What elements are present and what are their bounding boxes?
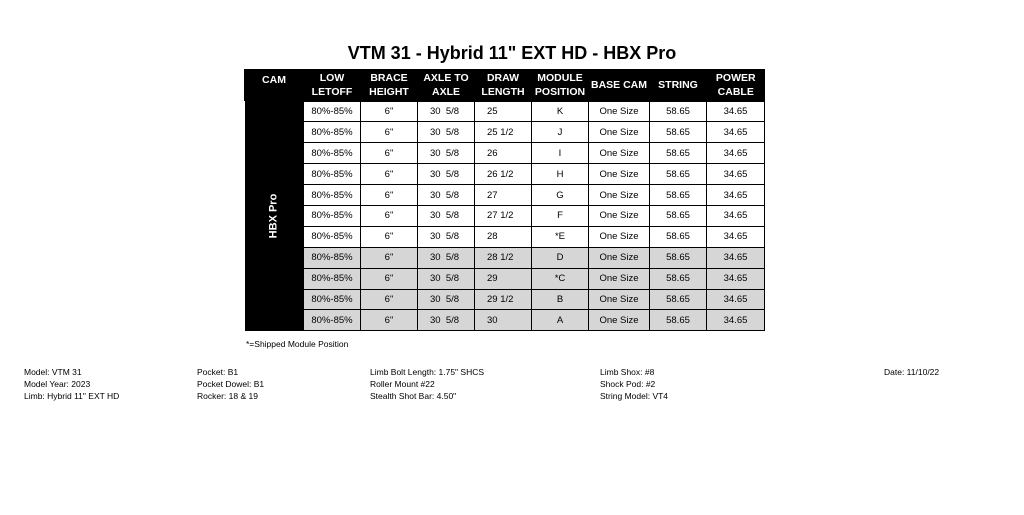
info-column-model — [24, 366, 119, 402]
cell-low-letoff: 80%-85% — [304, 185, 361, 206]
cell-base-cam: One Size — [589, 185, 650, 206]
cell-axle-to-axle: 30 5/8 — [418, 164, 475, 185]
cell-axle-to-axle: 30 5/8 — [418, 122, 475, 143]
cell-low-letoff: 80%-85% — [304, 122, 361, 143]
cell-power-cable: 34.65 — [707, 310, 765, 331]
cell-draw-length: 28 1/2 — [475, 247, 532, 268]
cell-string: 58.65 — [650, 143, 707, 164]
header-module-position: MODULE POSITION — [532, 69, 589, 101]
cell-power-cable: 34.65 — [707, 289, 765, 310]
cell-axle-to-axle: 30 5/8 — [418, 289, 475, 310]
cell-base-cam: One Size — [589, 101, 650, 122]
cell-draw-length: 27 1/2 — [475, 205, 532, 226]
header-low-letoff: LOW LETOFF — [304, 69, 361, 101]
table-row — [245, 289, 765, 310]
cell-low-letoff: 80%-85% — [304, 101, 361, 122]
table-row — [245, 226, 765, 247]
cell-brace-height: 6" — [361, 310, 418, 331]
info-string-model: String Model: VT4 — [600, 391, 669, 401]
cell-module-position: H — [532, 164, 589, 185]
cell-string: 58.65 — [650, 122, 707, 143]
cell-base-cam: One Size — [589, 289, 650, 310]
cell-string: 58.65 — [650, 310, 707, 331]
cell-power-cable: 34.65 — [707, 164, 765, 185]
cell-draw-length: 29 1/2 — [475, 289, 532, 310]
header-draw-length: DRAW LENGTH — [475, 69, 532, 101]
cell-base-cam: One Size — [589, 268, 650, 289]
spec-table — [244, 69, 765, 331]
cell-low-letoff: 80%-85% — [304, 164, 361, 185]
cell-axle-to-axle: 30 5/8 — [418, 101, 475, 122]
info-model-year: Model Year: 2023 — [24, 379, 91, 389]
table-row — [245, 310, 765, 331]
info-stealth-shot-bar: Stealth Shot Bar: 4.50" — [370, 391, 457, 401]
cell-string: 58.65 — [650, 205, 707, 226]
header-string: STRING — [650, 69, 707, 101]
cell-base-cam: One Size — [589, 143, 650, 164]
cell-brace-height: 6" — [361, 185, 418, 206]
cell-axle-to-axle: 30 5/8 — [418, 205, 475, 226]
cell-module-position: G — [532, 185, 589, 206]
cell-module-position: A — [532, 310, 589, 331]
cell-module-position: K — [532, 101, 589, 122]
cell-string: 58.65 — [650, 226, 707, 247]
cell-draw-length: 25 — [475, 101, 532, 122]
header-power-cable: POWER CABLE — [707, 69, 765, 101]
cell-base-cam: One Size — [589, 122, 650, 143]
info-limb-shox: Limb Shox: #8 — [600, 367, 655, 377]
info-pocket-dowel: Pocket Dowel: B1 — [197, 379, 265, 389]
table-row — [245, 101, 765, 122]
page-title: VTM 31 - Hybrid 11" EXT HD - HBX Pro — [347, 43, 677, 63]
cell-low-letoff: 80%-85% — [304, 310, 361, 331]
cell-brace-height: 6" — [361, 247, 418, 268]
cell-brace-height: 6" — [361, 205, 418, 226]
cell-low-letoff: 80%-85% — [304, 268, 361, 289]
cell-module-position: *E — [532, 226, 589, 247]
cell-power-cable: 34.65 — [707, 226, 765, 247]
info-model: Model: VTM 31 — [24, 367, 82, 377]
cell-module-position: F — [532, 205, 589, 226]
header-axle-to-axle: AXLE TO AXLE — [418, 69, 475, 101]
cell-module-position: D — [532, 247, 589, 268]
cell-low-letoff: 80%-85% — [304, 226, 361, 247]
cell-low-letoff: 80%-85% — [304, 205, 361, 226]
table-row — [245, 268, 765, 289]
cell-axle-to-axle: 30 5/8 — [418, 247, 475, 268]
cam-name: HBX Pro — [267, 193, 280, 239]
cell-base-cam: One Size — [589, 205, 650, 226]
cell-draw-length: 26 1/2 — [475, 164, 532, 185]
info-limb: Limb: Hybrid 11" EXT HD — [24, 391, 120, 401]
info-pocket: Pocket: B1 — [197, 367, 239, 377]
cell-brace-height: 6" — [361, 289, 418, 310]
cell-power-cable: 34.65 — [707, 101, 765, 122]
table-row — [245, 185, 765, 206]
info-roller-mount: Roller Mount #22 — [370, 379, 435, 389]
cell-power-cable: 34.65 — [707, 247, 765, 268]
cell-axle-to-axle: 30 5/8 — [418, 268, 475, 289]
cell-draw-length: 26 — [475, 143, 532, 164]
table-row — [245, 143, 765, 164]
info-date: Date: 11/10/22 — [884, 367, 940, 377]
header-row — [245, 69, 765, 101]
cell-module-position: B — [532, 289, 589, 310]
cell-power-cable: 34.65 — [707, 205, 765, 226]
cell-brace-height: 6" — [361, 143, 418, 164]
cell-brace-height: 6" — [361, 164, 418, 185]
info-column-pocket — [197, 366, 264, 402]
cell-string: 58.65 — [650, 247, 707, 268]
cell-string: 58.65 — [650, 185, 707, 206]
cell-power-cable: 34.65 — [707, 143, 765, 164]
cell-string: 58.65 — [650, 289, 707, 310]
info-rocker: Rocker: 18 & 19 — [197, 391, 258, 401]
cell-low-letoff: 80%-85% — [304, 143, 361, 164]
cell-draw-length: 28 — [475, 226, 532, 247]
cell-module-position: *C — [532, 268, 589, 289]
cell-power-cable: 34.65 — [707, 268, 765, 289]
cam-name-cell — [245, 101, 304, 331]
cell-draw-length: 27 — [475, 185, 532, 206]
cell-power-cable: 34.65 — [707, 185, 765, 206]
header-cam: CAM — [245, 69, 304, 101]
info-column-hardware — [370, 366, 484, 402]
cell-base-cam: One Size — [589, 310, 650, 331]
cell-brace-height: 6" — [361, 122, 418, 143]
info-limb-bolt-length: Limb Bolt Length: 1.75" SHCS — [370, 367, 485, 377]
cell-brace-height: 6" — [361, 226, 418, 247]
cell-draw-length: 30 — [475, 310, 532, 331]
cell-string: 58.65 — [650, 101, 707, 122]
cell-module-position: I — [532, 143, 589, 164]
cell-base-cam: One Size — [589, 226, 650, 247]
cell-axle-to-axle: 30 5/8 — [418, 143, 475, 164]
cell-low-letoff: 80%-85% — [304, 289, 361, 310]
info-shock-pod: Shock Pod: #2 — [600, 379, 656, 389]
cell-draw-length: 25 1/2 — [475, 122, 532, 143]
cell-string: 58.65 — [650, 268, 707, 289]
cell-base-cam: One Size — [589, 164, 650, 185]
cell-axle-to-axle: 30 5/8 — [418, 226, 475, 247]
cell-power-cable: 34.65 — [707, 122, 765, 143]
table-row — [245, 122, 765, 143]
cell-base-cam: One Size — [589, 247, 650, 268]
cell-module-position: J — [532, 122, 589, 143]
footnote: *=Shipped Module Position — [246, 339, 349, 349]
cell-brace-height: 6" — [361, 101, 418, 122]
table-row — [245, 247, 765, 268]
cell-axle-to-axle: 30 5/8 — [418, 310, 475, 331]
table-row — [245, 205, 765, 226]
cell-axle-to-axle: 30 5/8 — [418, 185, 475, 206]
cell-string: 58.65 — [650, 164, 707, 185]
cell-draw-length: 29 — [475, 268, 532, 289]
table-row — [245, 164, 765, 185]
cell-brace-height: 6" — [361, 268, 418, 289]
info-column-accessories — [600, 366, 668, 402]
header-brace-height: BRACE HEIGHT — [361, 69, 418, 101]
cell-low-letoff: 80%-85% — [304, 247, 361, 268]
header-base-cam: BASE CAM — [589, 69, 650, 101]
